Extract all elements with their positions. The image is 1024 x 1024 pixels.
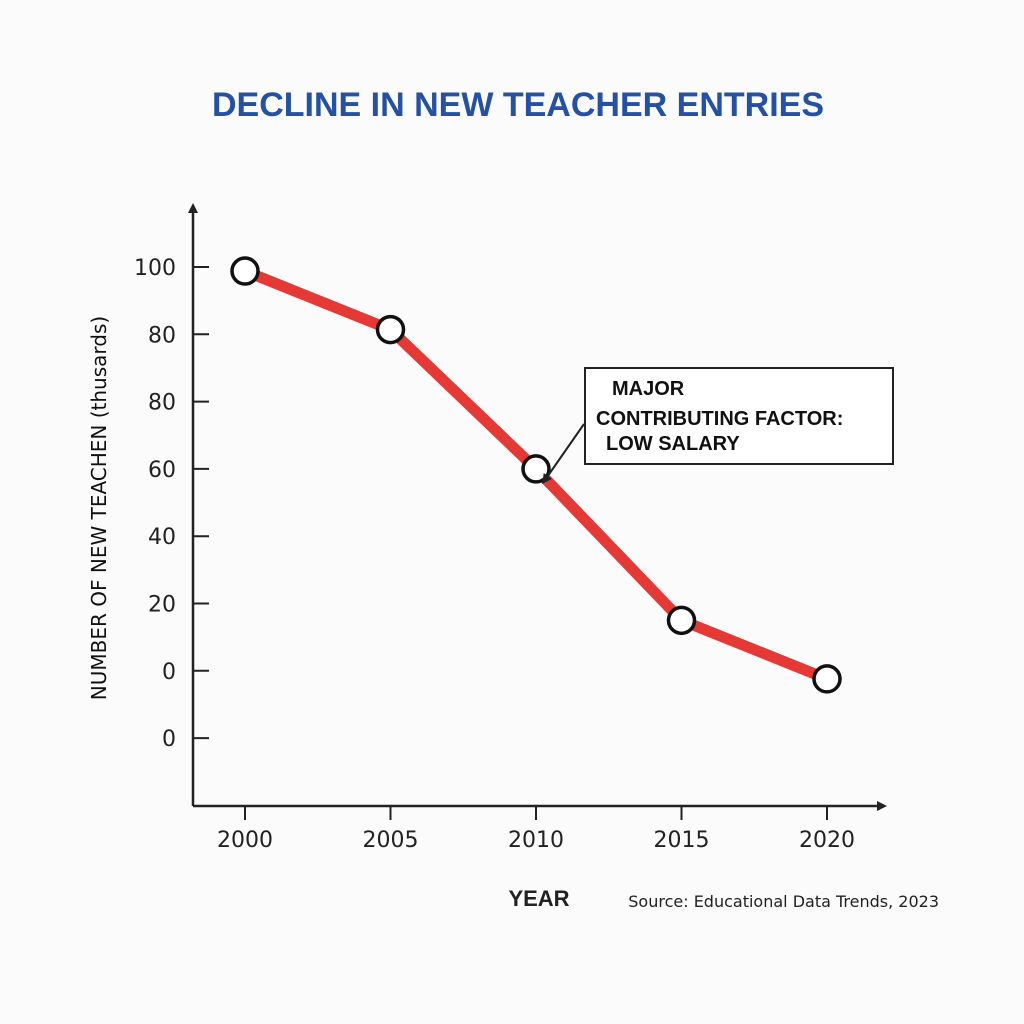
series-layer: [232, 258, 840, 692]
y-tick-label: 0: [162, 659, 176, 685]
chart-title: DECLINE IN NEW TEACHER ENTRIES: [211, 86, 825, 124]
annotation: [545, 368, 893, 480]
data-point: [523, 456, 549, 482]
y-tick-label: 60: [148, 457, 176, 483]
x-tick-label: 2020: [799, 828, 855, 853]
y-tick-label: 20: [148, 592, 176, 618]
data-point: [232, 258, 258, 284]
x-ticks: [217, 806, 855, 853]
x-tick-label: 2015: [653, 828, 710, 853]
data-point: [378, 317, 404, 343]
y-tick-label: 0: [162, 727, 176, 753]
x-tick-label: 2000: [217, 828, 273, 853]
data-point: [669, 607, 695, 633]
x-tick-label: 2005: [362, 828, 419, 853]
y-tick-label: 100: [134, 256, 176, 281]
x-axis-title: YEAR: [508, 886, 570, 911]
y-tick-label: 80: [148, 390, 176, 416]
y-axis-title: NUMBER OF NEW TEACHEN (thusards): [87, 315, 111, 701]
data-point: [814, 666, 840, 692]
annotation-line-1: MAJOR: [612, 378, 685, 400]
y-tick-label: 40: [148, 525, 176, 551]
source-note: Source: Educational Data Trends, 2023: [628, 892, 939, 911]
x-tick-label: 2010: [508, 828, 564, 853]
y-tick-label: 80: [148, 323, 176, 349]
annotation-arrow: [545, 424, 584, 480]
y-ticks: [134, 256, 209, 752]
annotation-line-3: LOW SALARY: [606, 433, 740, 455]
annotation-line-2: CONTRIBUTING FACTOR:: [596, 408, 844, 430]
